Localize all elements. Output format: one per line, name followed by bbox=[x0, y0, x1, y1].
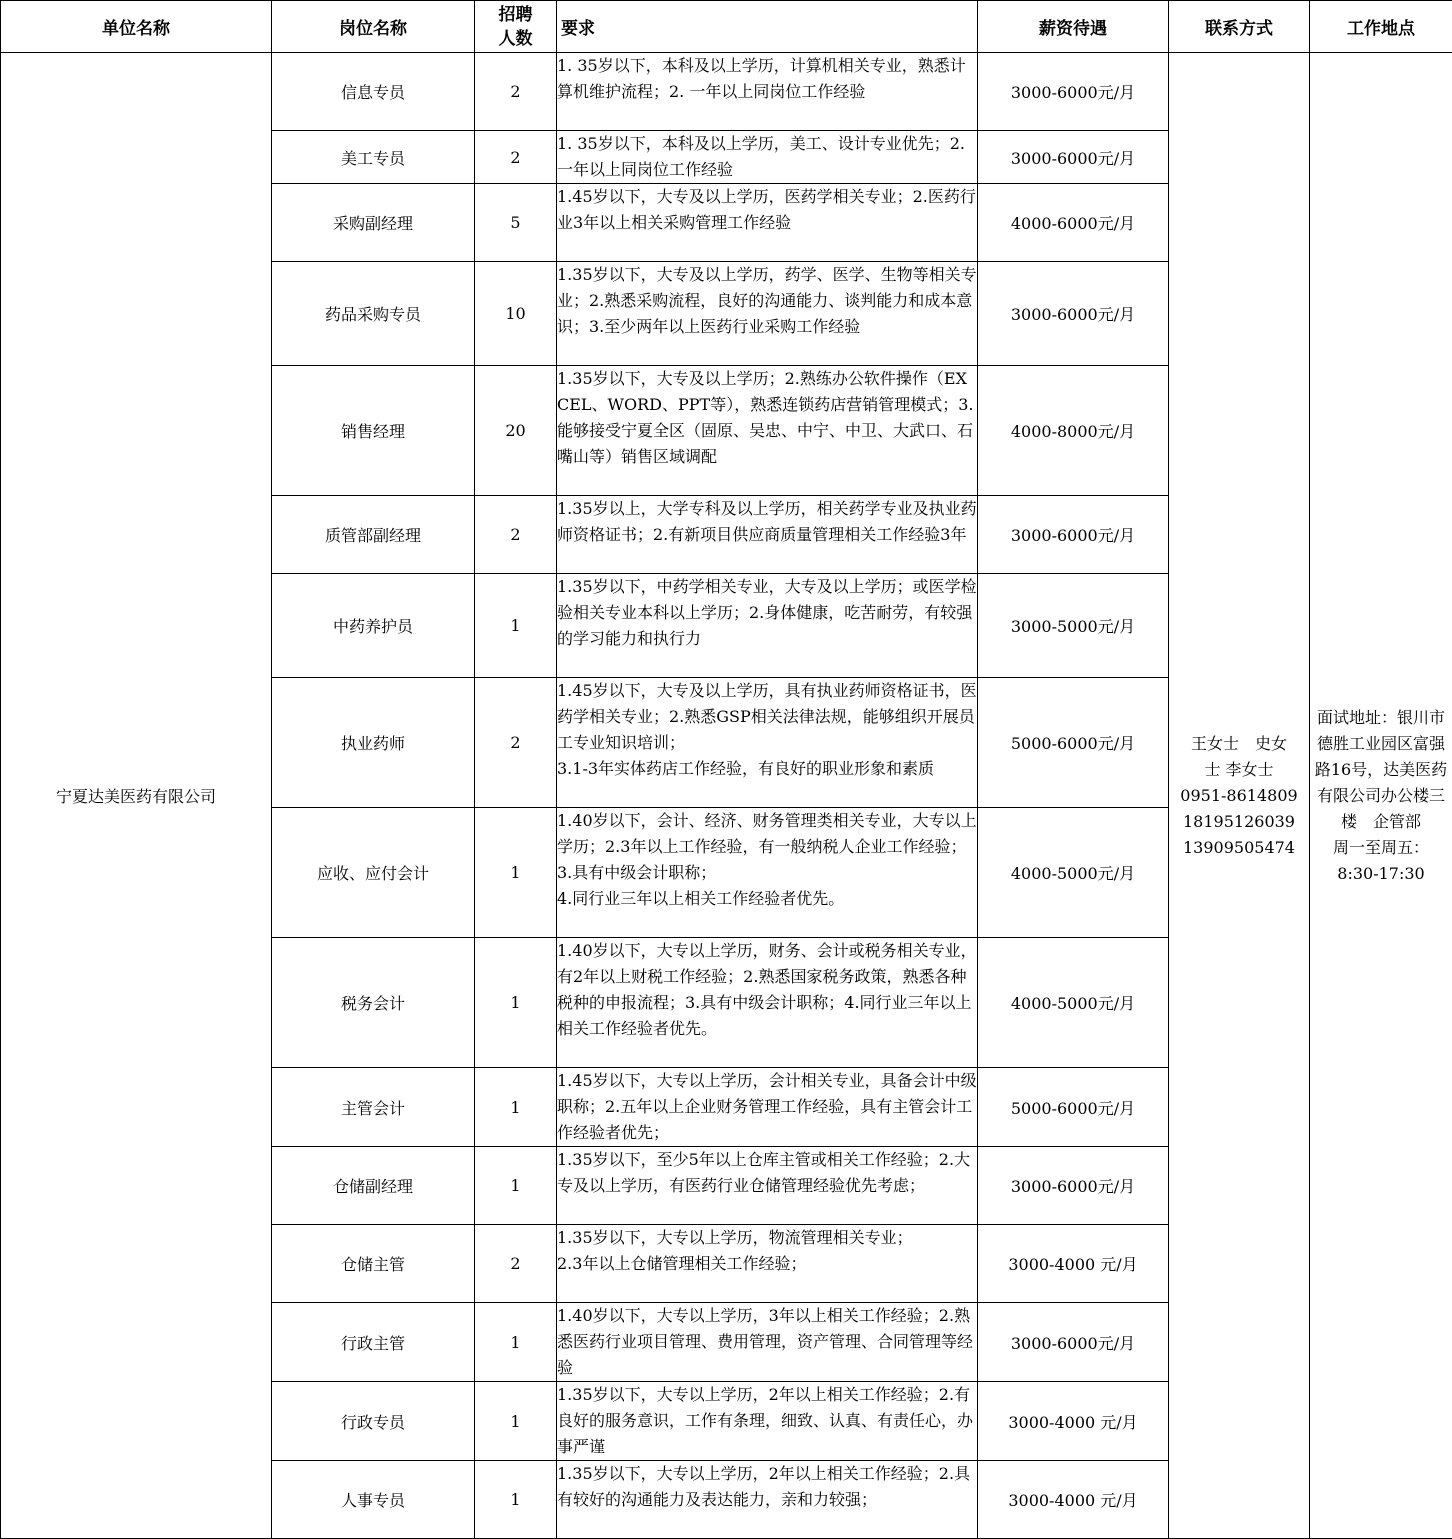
headcount-cell: 1 bbox=[475, 574, 557, 678]
salary-cell: 3000-6000元/月 bbox=[978, 53, 1169, 131]
table-row bbox=[1, 53, 1452, 131]
salary-header: 薪资待遇 bbox=[978, 1, 1169, 53]
headcount-cell: 1 bbox=[475, 1303, 557, 1382]
headcount-cell: 1 bbox=[475, 1461, 557, 1539]
location-header: 工作地点 bbox=[1310, 1, 1452, 53]
office-hours: 8:30-17:30 bbox=[1310, 861, 1452, 887]
salary-cell: 3000-6000元/月 bbox=[978, 1147, 1169, 1225]
contact-cell: 王女士 史女 士 李女士 0951-8614809 18195126039 13909505474 bbox=[1169, 53, 1310, 1539]
salary-cell: 3000-4000 元/月 bbox=[978, 1382, 1169, 1461]
headcount-cell: 1 bbox=[475, 938, 557, 1068]
position-cell: 行政主管 bbox=[272, 1303, 475, 1382]
position-cell: 税务会计 bbox=[272, 938, 475, 1068]
salary-cell: 3000-6000元/月 bbox=[978, 496, 1169, 574]
headcount-cell: 2 bbox=[475, 131, 557, 184]
position-cell: 药品采购专员 bbox=[272, 262, 475, 366]
position-cell: 中药养护员 bbox=[272, 574, 475, 678]
position-cell: 主管会计 bbox=[272, 1068, 475, 1147]
requirements-cell: 1.35岁以下，至少5年以上仓库主管或相关工作经验；2.大专及以上学历，有医药行业仓储管理经验优先考虑； bbox=[557, 1147, 978, 1225]
requirements-cell: 1. 35岁以下，本科及以上学历，美工、设计专业优先；2. 一年以上同岗位工作经验 bbox=[557, 131, 978, 184]
requirements-cell: 1.35岁以下，大专及以上学历，药学、医学、生物等相关专业；2.熟悉采购流程，良好的沟通能力、谈判能力和成本意识；3.至少两年以上医药行业采购工作经验 bbox=[557, 262, 978, 366]
requirements-cell: 1.45岁以下，大专及以上学历，医药学相关专业；2.医药行业3年以上相关采购管理工作经验 bbox=[557, 184, 978, 262]
headcount-header: 招聘 人数 bbox=[475, 1, 557, 53]
requirements-cell: 1.45岁以下，大专以上学历，会计相关专业，具备会计中级职称；2.五年以上企业财务管理工作经验，具有主管会计工作经验者优先； bbox=[557, 1068, 978, 1147]
office-hours-label: 周一至周五： bbox=[1310, 835, 1452, 861]
headcount-cell: 1 bbox=[475, 1382, 557, 1461]
position-cell: 采购副经理 bbox=[272, 184, 475, 262]
position-cell: 仓储副经理 bbox=[272, 1147, 475, 1225]
salary-cell: 5000-6000元/月 bbox=[978, 1068, 1169, 1147]
contact-header: 联系方式 bbox=[1169, 1, 1310, 53]
salary-cell: 3000-4000 元/月 bbox=[978, 1461, 1169, 1539]
headcount-cell: 2 bbox=[475, 53, 557, 131]
requirements-cell: 1.45岁以下，大专及以上学历，具有执业药师资格证书，医药学相关专业；2.熟悉GSP相关法律法规，能够组织开展员工专业知识培训； 3.1-3年实体药店工作经验，有良好的职业形象和素质 bbox=[557, 678, 978, 808]
company-name-cell: 宁夏达美医药有限公司 bbox=[1, 53, 272, 1539]
position-cell: 销售经理 bbox=[272, 366, 475, 496]
salary-cell: 4000-5000元/月 bbox=[978, 938, 1169, 1068]
requirements-cell: 1.40岁以下，大专以上学历，财务、会计或税务相关专业，有2年以上财税工作经验；2.熟悉国家税务政策，熟悉各种税种的申报流程；3.具有中级会计职称；4.同行业三年以上相关工作经验者优先。 bbox=[557, 938, 978, 1068]
salary-cell: 5000-6000元/月 bbox=[978, 678, 1169, 808]
position-cell: 执业药师 bbox=[272, 678, 475, 808]
position-cell: 行政专员 bbox=[272, 1382, 475, 1461]
requirements-cell: 1.35岁以下，大专以上学历，2年以上相关工作经验；2.具有较好的沟通能力及表达能力，亲和力较强； bbox=[557, 1461, 978, 1539]
requirements-cell: 1.40岁以下，大专以上学历，3年以上相关工作经验；2.熟悉医药行业项目管理、费用管理，资产管理、合同管理等经验 bbox=[557, 1303, 978, 1382]
headcount-cell: 1 bbox=[475, 808, 557, 938]
salary-cell: 4000-5000元/月 bbox=[978, 808, 1169, 938]
requirements-cell: 1.35岁以下，大专以上学历，物流管理相关专业； 2.3年以上仓储管理相关工作经验； bbox=[557, 1225, 978, 1303]
headcount-cell: 2 bbox=[475, 678, 557, 808]
position-cell: 美工专员 bbox=[272, 131, 475, 184]
requirements-cell: 1.35岁以上，大学专科及以上学历，相关药学专业及执业药师资格证书；2.有新项目供应商质量管理相关工作经验3年 bbox=[557, 496, 978, 574]
requirements-header: 要求 bbox=[557, 1, 978, 53]
position-cell: 质管部副经理 bbox=[272, 496, 475, 574]
headcount-cell: 2 bbox=[475, 496, 557, 574]
headcount-cell: 1 bbox=[475, 1147, 557, 1225]
unit-name-header: 单位名称 bbox=[1, 1, 272, 53]
headcount-cell: 5 bbox=[475, 184, 557, 262]
headcount-cell: 10 bbox=[475, 262, 557, 366]
salary-cell: 3000-6000元/月 bbox=[978, 262, 1169, 366]
position-name-header: 岗位名称 bbox=[272, 1, 475, 53]
position-cell: 应收、应付会计 bbox=[272, 808, 475, 938]
position-cell: 人事专员 bbox=[272, 1461, 475, 1539]
salary-cell: 4000-6000元/月 bbox=[978, 184, 1169, 262]
requirements-cell: 1.35岁以下，大专以上学历，2年以上相关工作经验；2.有良好的服务意识，工作有条理，细致、认真、有责任心，办事严谨 bbox=[557, 1382, 978, 1461]
headcount-cell: 2 bbox=[475, 1225, 557, 1303]
position-cell: 信息专员 bbox=[272, 53, 475, 131]
headcount-cell: 20 bbox=[475, 366, 557, 496]
header-row bbox=[1, 1, 1452, 53]
requirements-cell: 1.40岁以下，会计、经济、财务管理类相关专业，大专以上学历；2.3年以上工作经验，有一般纳税人企业工作经验；3.具有中级会计职称； 4.同行业三年以上相关工作经验者优先。 bbox=[557, 808, 978, 938]
requirements-cell: 1. 35岁以下，本科及以上学历，计算机相关专业，熟悉计算机维护流程；2. 一年以上同岗位工作经验 bbox=[557, 53, 978, 131]
salary-cell: 3000-6000元/月 bbox=[978, 131, 1169, 184]
salary-cell: 4000-8000元/月 bbox=[978, 366, 1169, 496]
requirements-cell: 1.35岁以下，中药学相关专业，大专及以上学历；或医学检验相关专业本科以上学历；2.身体健康，吃苦耐劳，有较强的学习能力和执行力 bbox=[557, 574, 978, 678]
work-location-cell bbox=[1310, 53, 1452, 1539]
position-cell: 仓储主管 bbox=[272, 1225, 475, 1303]
requirements-cell: 1.35岁以下，大专及以上学历；2.熟练办公软件操作（EXCEL、WORD、PPT等），熟悉连锁药店营销管理模式；3.能够接受宁夏全区（固原、吴忠、中宁、中卫、大武口、石嘴山等）销售区域调配 bbox=[557, 366, 978, 496]
salary-cell: 3000-5000元/月 bbox=[978, 574, 1169, 678]
salary-cell: 3000-4000 元/月 bbox=[978, 1225, 1169, 1303]
salary-cell: 3000-6000元/月 bbox=[978, 1303, 1169, 1382]
interview-address: 面试地址：银川市德胜工业园区富强路16号，达美医药有限公司办公楼三楼 企管部 bbox=[1310, 705, 1452, 835]
headcount-cell: 1 bbox=[475, 1068, 557, 1147]
